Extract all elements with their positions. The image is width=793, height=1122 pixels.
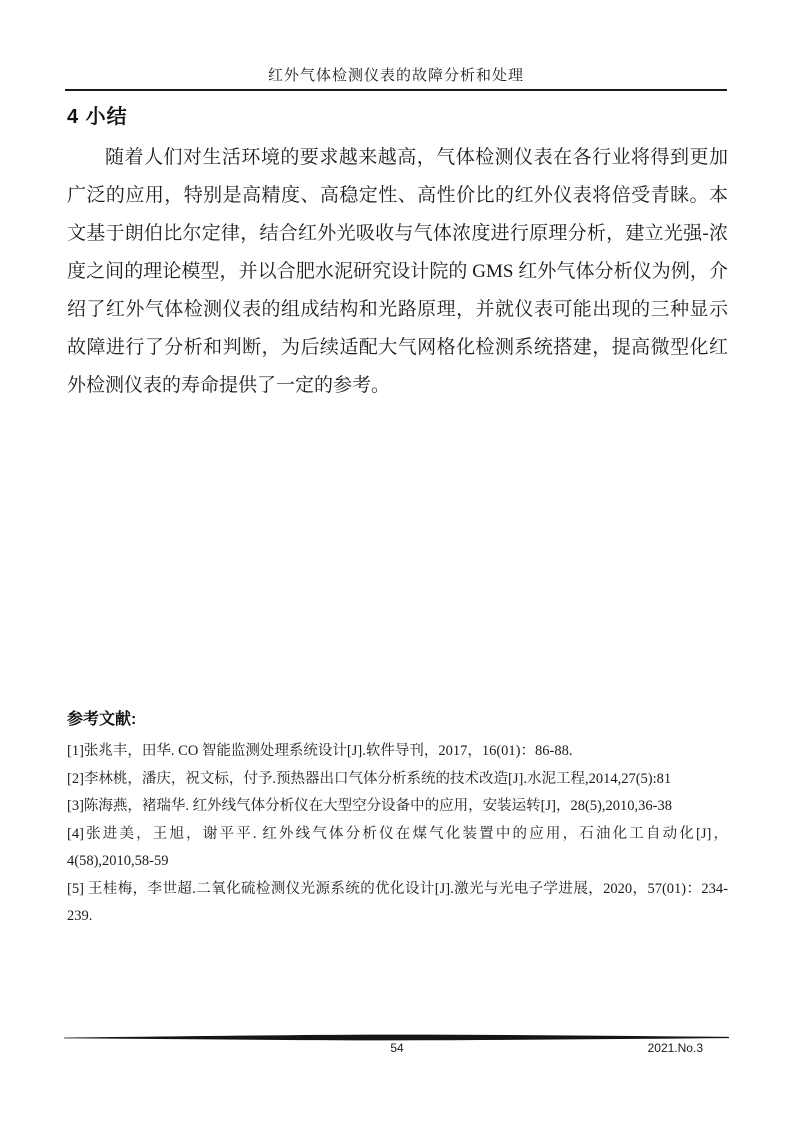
page-footer <box>65 1041 729 1057</box>
summary-paragraph: 随着人们对生活环境的要求越来越高，气体检测仪表在各行业将得到更加广泛的应用，特别是高精度、高稳定性、高性价比的红外仪表将倍受青睐。本文基于朗伯比尔定律，结合红外光吸收与气体浓度进行原理分析，建立光强-浓度之间的理论模型，并以合肥水泥研究设计院的 GMS 红外气体分析仪为例，介绍了红外气体检测仪表的组成结构和光路原理，并就仪表可能出现的三种显示故障进行了分析和判断，为后续适配大气网格化检测系统搭建，提高微型化红外检测仪表的寿命提供了一定的参考。 <box>67 147 728 396</box>
reference-item: [4]张进美，王旭，谢平平. 红外线气体分析仪在煤气化装置中的应用，石油化工自动化[J]，4(58),2010,58-59 <box>67 825 728 869</box>
reference-item: [3]陈海燕，褚瑞华. 红外线气体分析仪在大型空分设备中的应用，安装运转[J]，28(5),2010,36-38 <box>67 798 672 814</box>
reference-item: [5] 王桂梅，李世超.二氧化硫检测仪光源系统的优化设计[J].激光与光电子学进展，2020，57(01)：234-239. <box>67 880 728 924</box>
reference-item: [2]李林桃，潘庆，祝文标，付予.预热器出口气体分析系统的技术改造[J].水泥工程,2014,27(5):81 <box>67 770 672 787</box>
reference-item: [1]张兆丰，田华. CO 智能监测处理系统设计[J].软件导刊，2017，16(01)：86-88. <box>67 743 573 759</box>
running-title: 红外气体检测仪表的故障分析和处理 <box>267 68 524 84</box>
page-number: 54 <box>390 1041 404 1055</box>
header-rule <box>65 89 727 91</box>
section-heading: 4 小结 <box>67 106 128 128</box>
issue-number: 2021.No.3 <box>647 1041 703 1055</box>
references-heading: 参考文献: <box>67 711 137 728</box>
references-section <box>67 706 728 931</box>
